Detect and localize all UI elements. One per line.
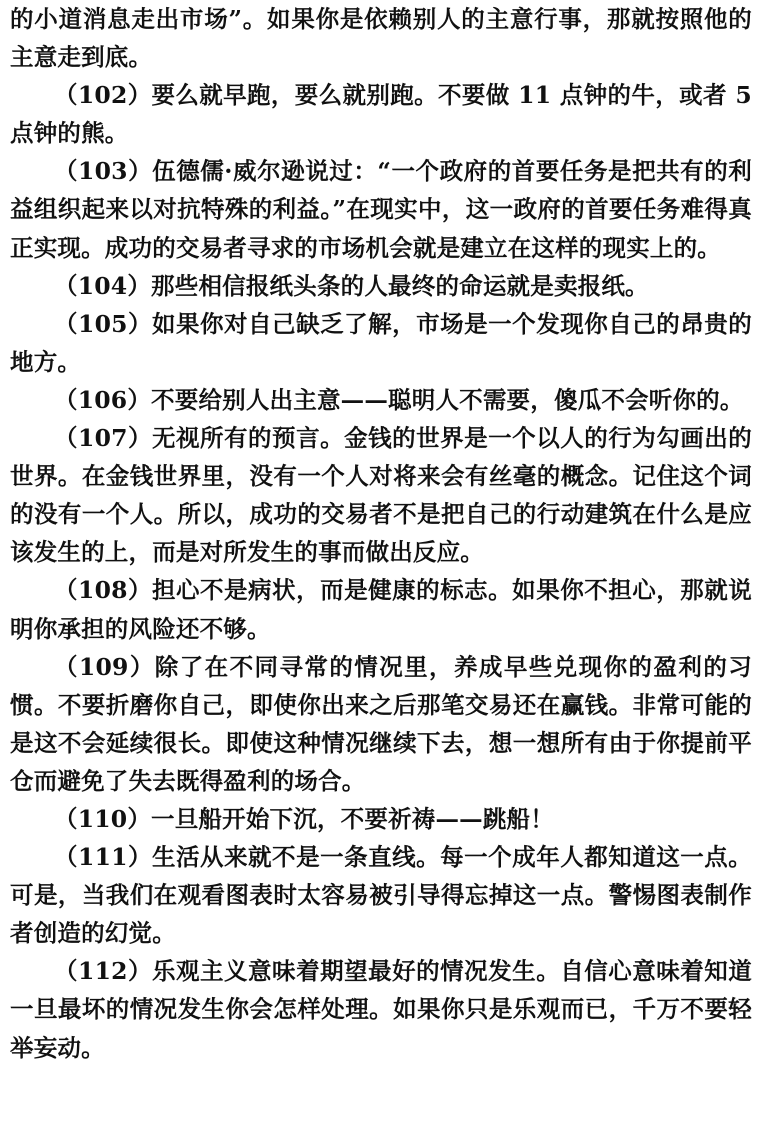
paragraph-103: （103）伍德儒·威尔逊说过：“一个政府的首要任务是把共有的利益组织起来以对抗特殊的利益。”在现实中，这一政府的首要任务难得真正实现。成功的交易者寻求的市场机会就是建立在这样的现实上的。 bbox=[10, 157, 752, 262]
paragraph-continued: 的小道消息走出市场”。如果你是依赖别人的主意行事，那就按照他的主意走到底。 bbox=[10, 5, 752, 72]
paragraph-107: （107）无视所有的预言。金钱的世界是一个以人的行为勾画出的世界。在金钱世界里，没有一个人对将来会有丝毫的概念。记住这个词的没有一个人。所以，成功的交易者不是把自己的行动建筑在什么是应该发生的上，而是对所发生的事而做出反应。 bbox=[10, 424, 752, 567]
paragraph-105: （105）如果你对自己缺乏了解，市场是一个发现你自己的昂贵的地方。 bbox=[10, 309, 752, 376]
paragraph-104: （104）那些相信报纸头条的人最终的命运就是卖报纸。 bbox=[54, 271, 649, 300]
paragraph-110: （110）一旦船开始下沉，不要祈祷——跳船！ bbox=[54, 804, 554, 833]
paragraph-111: （111）生活从来就不是一条直线。每一个成年人都知道这一点。可是，当我们在观看图表时太容易被引导得忘掉这一点。警惕图表制作者创造的幻觉。 bbox=[10, 843, 752, 948]
document-page bbox=[10, 0, 752, 1067]
paragraph-106: （106）不要给别人出主意——聪明人不需要，傻瓜不会听你的。 bbox=[54, 385, 744, 414]
paragraph-109: （109）除了在不同寻常的情况里，养成早些兑现你的盈利的习惯。不要折磨你自己，即使你出来之后那笔交易还在赢钱。非常可能的是这不会延续很长。即使这种情况继续下去，想一想所有由于你提前平仓而避免了失去既得盈利的场合。 bbox=[10, 652, 752, 795]
paragraph-102: （102）要么就早跑，要么就别跑。不要做 11 点钟的牛，或者 5 点钟的熊。 bbox=[10, 81, 752, 148]
paragraph-108: （108）担心不是病状，而是健康的标志。如果你不担心，那就说明你承担的风险还不够。 bbox=[10, 576, 752, 643]
paragraph-112: （112）乐观主义意味着期望最好的情况发生。自信心意味着知道一旦最坏的情况发生你会怎样处理。如果你只是乐观而已，千万不要轻举妄动。 bbox=[10, 957, 752, 1062]
